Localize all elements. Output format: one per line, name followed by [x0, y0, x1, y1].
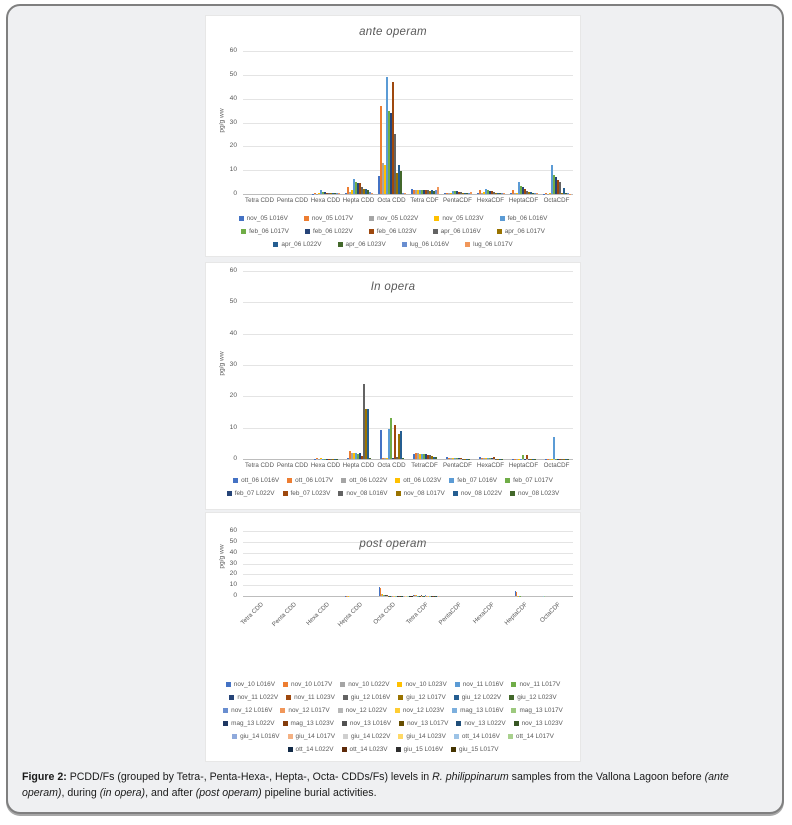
x-tick-label: Octa CDD [371, 601, 397, 626]
legend-item [227, 487, 275, 500]
legend-item [223, 717, 274, 730]
chart-post-operam [205, 512, 581, 762]
legend-swatch [287, 478, 292, 483]
legend-item [338, 238, 386, 251]
legend-label: ott_14 L023V [349, 746, 388, 753]
bar [553, 437, 555, 459]
legend-item [395, 704, 444, 717]
x-tick-label: Penta CDD [270, 601, 298, 629]
x-tick-label: Hepta CDD [342, 197, 375, 204]
bar-group-hepta-cdd [342, 51, 375, 194]
legend-swatch [399, 721, 404, 726]
bar-group-hexa-cdd [309, 51, 342, 194]
legend-swatch [232, 734, 237, 739]
y-tick-label: 10 [229, 166, 237, 174]
y-tick-label: 50 [229, 537, 237, 545]
legend-swatch [241, 229, 246, 234]
legend-item [497, 225, 545, 238]
bar-groups [243, 51, 573, 194]
legend-swatch [229, 695, 234, 700]
legend-label: nov_05 L016V [246, 215, 288, 222]
legend-swatch [505, 478, 510, 483]
y-tick-label: 30 [229, 559, 237, 567]
legend-item [514, 717, 563, 730]
bar-group-tetracdf [408, 271, 441, 459]
legend-swatch [396, 747, 401, 752]
y-tick-label: 60 [229, 267, 237, 274]
y-tick-label: 40 [229, 94, 237, 102]
legend-label: ott_06 L017V [295, 477, 334, 484]
legend-item [465, 238, 512, 251]
x-axis-labels [243, 462, 573, 469]
x-tick-label: Octa CDD [377, 462, 406, 469]
legend-swatch [338, 708, 343, 713]
legend-swatch [280, 708, 285, 713]
caption-text: (in opera) [99, 786, 146, 799]
legend-swatch [456, 721, 461, 726]
legend-item [226, 678, 275, 691]
legend-label: nov_12 L016V [231, 707, 273, 714]
legend-label: feb_07 L022V [234, 490, 275, 497]
legend-item [396, 743, 443, 756]
legend-item [453, 487, 502, 500]
bar [437, 187, 439, 194]
legend-item [398, 730, 445, 743]
legend-label: feb_07 L017V [513, 477, 553, 484]
y-axis-label-post-operam: pg/g ww [218, 544, 226, 569]
figure-caption [22, 770, 770, 802]
legend-swatch [402, 242, 407, 247]
legend-swatch [227, 491, 232, 496]
legend-label: ott_06 L016V [241, 477, 280, 484]
x-tick-label: HeptaCDF [508, 197, 539, 204]
x-tick-label: Hexa CDD [310, 197, 341, 204]
legend-label: nov_08 L016V [346, 490, 388, 497]
bar-group-hexa-cdd [309, 271, 342, 459]
legend-item [402, 238, 449, 251]
bar-group-hexacdf [474, 51, 507, 194]
legend-swatch [398, 695, 403, 700]
bar [369, 458, 371, 459]
legend-item [286, 691, 335, 704]
legend-label: apr_06 L017V [504, 228, 545, 235]
legend-item [288, 743, 334, 756]
legend-swatch [433, 229, 438, 234]
bar-group-octa-cdd [375, 51, 408, 194]
bar [380, 430, 382, 459]
caption-text: pipeline burial activities. [261, 786, 377, 799]
legend-swatch [449, 478, 454, 483]
y-tick-label: 0 [233, 190, 237, 197]
bar-group-pentacdf [441, 51, 474, 194]
bar-group-tetra-cdf [408, 51, 441, 194]
legend-swatch [283, 721, 288, 726]
bar [400, 171, 402, 194]
y-tick-label: 10 [229, 581, 237, 589]
legend-swatch [286, 695, 291, 700]
legend-swatch [398, 734, 403, 739]
legend-item [288, 730, 335, 743]
legend-swatch [395, 478, 400, 483]
chart-title-in-opera: In opera [370, 281, 416, 293]
legend-swatch [305, 229, 310, 234]
legend-swatch [338, 242, 343, 247]
legend-label: giu_12 L017V [406, 694, 446, 701]
legend-label: nov_13 L016V [349, 720, 392, 727]
x-tick-label: OctaCDF [543, 462, 570, 469]
bar-group-heptacdf [507, 271, 540, 459]
legend-item [283, 678, 332, 691]
legend-label: giu_14 L016V [240, 733, 280, 740]
bar [338, 193, 340, 194]
bar [394, 425, 396, 459]
legend-item [434, 212, 483, 225]
legend-label: giu_14 L022V [350, 733, 391, 740]
bar-group-penta-cdd [276, 51, 309, 194]
legend-label: apr_06 L023V [345, 241, 386, 248]
legend-label: nov_10 L022V [348, 681, 390, 688]
legend-label: apr_06 L022V [281, 241, 322, 248]
x-tick-label: PentaCDF [443, 462, 472, 469]
legend-swatch [273, 242, 278, 247]
legend-item [399, 717, 448, 730]
x-tick-label: Hepta CDD [336, 601, 364, 629]
x-tick-label: Hexa CDD [310, 462, 341, 469]
x-tick-label: Hepta CDD [342, 462, 375, 469]
legend-swatch [288, 747, 293, 752]
legend-label: giu_15 L016V [403, 746, 444, 753]
legend-swatch [369, 229, 374, 234]
legend-swatch [397, 682, 402, 687]
bar [390, 418, 392, 459]
gridline-0 [243, 459, 573, 460]
legend-label: giu_14 L023V [406, 733, 446, 740]
x-tick-label: OctaCDF [538, 601, 562, 625]
legend-swatch [454, 695, 459, 700]
legend-label: nov_10 L016V [233, 681, 276, 688]
bar-group-octacdf [540, 271, 573, 459]
bar-groups [243, 271, 573, 459]
legend-label: nov_11 L023V [294, 694, 335, 701]
bar-group-penta-cdd [276, 271, 309, 459]
legend-swatch [510, 491, 515, 496]
legend-item [508, 730, 554, 743]
legend-item [229, 691, 278, 704]
legend-label: nov_05 L022V [377, 215, 419, 222]
legend-item [509, 691, 556, 704]
y-tick-label: 0 [233, 592, 237, 599]
legend-post-operam [216, 678, 570, 756]
legend-swatch [396, 491, 401, 496]
legend-label: giu_15 L017V [459, 746, 499, 753]
caption-label: Figure 2: [22, 771, 70, 783]
legend-swatch [451, 747, 456, 752]
chart-title-ante-operam: ante operam [359, 26, 427, 38]
legend-label: giu_14 L017V [295, 733, 335, 740]
legend-item [451, 743, 498, 756]
legend-swatch [340, 682, 345, 687]
legend-label: nov_11 L017V [519, 681, 561, 688]
legend-label: nov_12 L023V [402, 707, 445, 714]
legend-item [454, 730, 500, 743]
legend-label: nov_08 L017V [403, 490, 445, 497]
legend-swatch [283, 682, 288, 687]
x-tick-label: Penta CDD [276, 462, 309, 469]
bar [435, 457, 437, 459]
bar-group-hepta-cdd [342, 271, 375, 459]
bar [404, 193, 406, 194]
legend-ante-operam [222, 212, 564, 251]
legend-item [343, 691, 390, 704]
y-tick-label: 20 [229, 570, 237, 578]
legend-item [280, 704, 329, 717]
x-tick-label: OctaCDF [543, 197, 570, 204]
x-axis-labels [243, 197, 573, 204]
legend-item [456, 717, 505, 730]
y-tick-label: 50 [229, 298, 237, 306]
legend-label: giu_12 L022V [461, 694, 502, 701]
x-tick-label: Penta CDD [276, 197, 309, 204]
legend-swatch [342, 721, 347, 726]
legend-item [273, 238, 321, 251]
legend-swatch [434, 216, 439, 221]
chart-in-opera [205, 262, 581, 510]
charts-column [205, 15, 581, 763]
legend-item [454, 691, 501, 704]
legend-swatch [514, 721, 519, 726]
legend-item [369, 212, 418, 225]
legend-item [283, 487, 331, 500]
legend-label: nov_13 L017V [407, 720, 449, 727]
x-tick-label: HeptaCDF [502, 601, 529, 627]
x-tick-label: HexaCDF [471, 601, 496, 626]
caption-text: (post operam) [195, 786, 262, 799]
legend-swatch [497, 229, 502, 234]
legend-item [338, 487, 387, 500]
legend-label: nov_13 L023V [521, 720, 563, 727]
bar-group-tetra-cdd [243, 51, 276, 194]
legend-label: lug_06 L016V [409, 241, 450, 248]
legend-label: nov_12 L022V [345, 707, 387, 714]
chart-ante-operam [205, 15, 581, 257]
bar [371, 193, 373, 194]
caption-text: , during [61, 786, 100, 799]
legend-label: nov_11 L016V [462, 681, 504, 688]
legend-item [500, 212, 548, 225]
x-tick-label: Tetra CDF [404, 601, 430, 626]
legend-label: mag_13 L017V [519, 707, 563, 714]
legend-item [283, 717, 334, 730]
legend-item [338, 704, 387, 717]
legend-swatch [233, 478, 238, 483]
legend-item [341, 474, 387, 487]
legend-item [369, 225, 417, 238]
legend-label: feb_06 L023V [376, 228, 417, 235]
legend-label: nov_10 L023V [405, 681, 447, 688]
legend-item [342, 717, 391, 730]
legend-label: ott_14 L022V [295, 746, 334, 753]
legend-label: nov_12 L017V [288, 707, 330, 714]
x-tick-label: PentaCDF [443, 197, 472, 204]
legend-item [455, 678, 504, 691]
y-tick-label: 0 [233, 455, 237, 462]
y-tick-label: 10 [229, 423, 237, 431]
y-tick-label: 50 [229, 70, 237, 78]
y-tick-label: 60 [229, 527, 237, 534]
y-axis-label-ante-operam: pg/g ww [218, 108, 226, 133]
x-tick-label: HexaCDF [476, 462, 505, 469]
legend-item [452, 704, 503, 717]
legend-swatch [342, 747, 347, 752]
y-axis-label-in-opera: pg/g ww [218, 351, 226, 376]
legend-item [505, 474, 553, 487]
gridline-0 [243, 194, 573, 195]
legend-swatch [338, 491, 343, 496]
y-tick-label: 20 [229, 392, 237, 400]
legend-item [396, 487, 445, 500]
legend-label: nov_05 L023V [442, 215, 484, 222]
legend-swatch [511, 708, 516, 713]
legend-label: ott_14 L016V [461, 733, 500, 740]
caption-text: , and after [145, 786, 196, 799]
legend-swatch [341, 478, 346, 483]
legend-item [305, 225, 353, 238]
legend-label: mag_13 L016V [460, 707, 504, 714]
legend-item [223, 704, 272, 717]
legend-item [239, 212, 288, 225]
legend-label: feb_06 L016V [507, 215, 548, 222]
legend-item [343, 730, 390, 743]
legend-label: mag_13 L022V [231, 720, 275, 727]
legend-label: nov_11 L022V [237, 694, 279, 701]
gridline-0 [243, 596, 573, 597]
legend-item [511, 678, 560, 691]
legend-item [398, 691, 445, 704]
bar [402, 458, 404, 459]
x-tick-label: Tetra CDD [245, 462, 274, 469]
legend-label: nov_05 L017V [311, 215, 354, 222]
legend-swatch [343, 695, 348, 700]
x-tick-label: Tetra CDD [239, 601, 265, 627]
y-tick-label: 30 [229, 118, 237, 126]
legend-label: apr_06 L016V [440, 228, 481, 235]
legend-label: nov_13 L022V [464, 720, 506, 727]
x-tick-label: Octa CDD [377, 197, 406, 204]
legend-label: nov_10 L017V [291, 681, 333, 688]
legend-swatch [508, 734, 513, 739]
caption-text: R. philippinarum [432, 771, 509, 783]
x-tick-label: HeptaCDF [508, 462, 539, 469]
legend-item [433, 225, 481, 238]
legend-label: giu_12 L016V [350, 694, 391, 701]
bar-group-octacdf [540, 51, 573, 194]
x-tick-label: Hexa CDD [304, 601, 331, 627]
legend-swatch [343, 734, 348, 739]
legend-swatch [239, 216, 244, 221]
legend-swatch [509, 695, 514, 700]
legend-item [287, 474, 333, 487]
y-tick-label: 40 [229, 329, 237, 337]
legend-label: mag_13 L023V [290, 720, 334, 727]
legend-swatch [455, 682, 460, 687]
bar-group-pentacdf [441, 271, 474, 459]
legend-item [395, 474, 441, 487]
legend-item [342, 743, 388, 756]
legend-item [340, 678, 389, 691]
legend-label: feb_06 L017V [249, 228, 289, 235]
legend-label: lug_06 L017V [473, 241, 513, 248]
legend-label: ott_06 L022V [349, 477, 388, 484]
legend-label: feb_06 L022V [312, 228, 353, 235]
legend-swatch [304, 216, 309, 221]
legend-in-opera [209, 474, 577, 500]
bar-group-octa-cdd [375, 271, 408, 459]
legend-label: feb_07 L023V [290, 490, 331, 497]
caption-text: PCDD/Fs (grouped by Tetra-, Penta-Hexa-, Hepta-, Octa- CDDs/Fs) levels in [69, 771, 433, 783]
legend-swatch [395, 708, 400, 713]
y-tick-label: 40 [229, 548, 237, 556]
legend-item [304, 212, 353, 225]
legend-swatch [223, 708, 228, 713]
legend-label: nov_08 L023V [518, 490, 560, 497]
x-tick-label: Tetra CDF [410, 197, 439, 204]
chart-title-post-operam: post operam [359, 538, 427, 550]
x-tick-label: TetraCDF [411, 462, 438, 469]
legend-swatch [369, 216, 374, 221]
legend-label: feb_07 L016V [457, 477, 498, 484]
legend-item [511, 704, 562, 717]
legend-swatch [288, 734, 293, 739]
caption-text: (ante operam) [22, 771, 729, 799]
bar [536, 193, 538, 194]
caption-text: samples from the Vallona Lagoon before [508, 771, 705, 783]
y-tick-label: 60 [229, 47, 237, 54]
legend-label: ott_14 L017V [515, 733, 554, 740]
y-tick-label: 30 [229, 361, 237, 368]
bar [503, 193, 505, 194]
legend-swatch [511, 682, 516, 687]
bar [470, 192, 472, 194]
legend-label: nov_08 L022V [460, 490, 503, 497]
y-tick-label: 20 [229, 142, 237, 150]
legend-label: giu_12 L023V [517, 694, 557, 701]
x-tick-label: Tetra CDD [245, 197, 274, 204]
legend-swatch [454, 734, 459, 739]
legend-item [232, 730, 279, 743]
legend-swatch [453, 491, 458, 496]
bar-group-heptacdf [507, 51, 540, 194]
x-tick-label: HexaCDF [476, 197, 505, 204]
legend-swatch [500, 216, 505, 221]
legend-swatch [452, 708, 457, 713]
legend-item [510, 487, 559, 500]
bar [400, 431, 402, 459]
bar-group-tetra-cdd [243, 271, 276, 459]
legend-item [449, 474, 497, 487]
legend-swatch [283, 491, 288, 496]
legend-item [397, 678, 446, 691]
legend-label: ott_06 L023V [403, 477, 442, 484]
bar [367, 409, 369, 459]
legend-swatch [223, 721, 228, 726]
legend-item [241, 225, 289, 238]
legend-swatch [226, 682, 231, 687]
x-tick-label: PentaCDF [437, 601, 463, 627]
legend-item [233, 474, 279, 487]
legend-swatch [465, 242, 470, 247]
bar-group-hexacdf [474, 271, 507, 459]
